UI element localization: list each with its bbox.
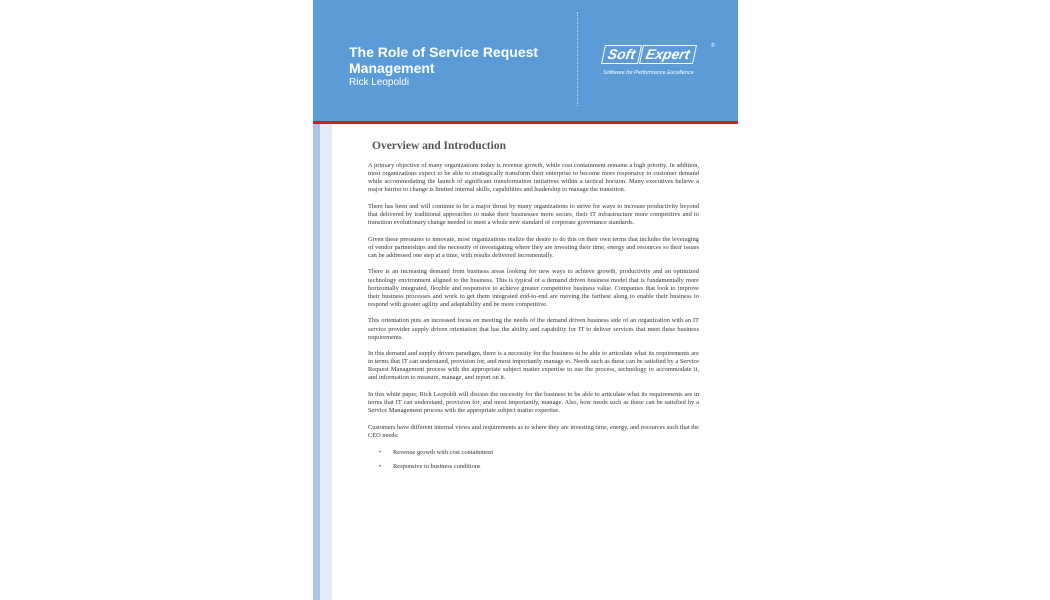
- paragraph: Customers have different internal views and requirements as to where they are investing time, energy, and resources such that the CEO needs:: [368, 423, 699, 439]
- paragraph: Given these pressures to innovate, most organizations realize the desire to do this on their own terms that includes the leveraging of vendor partnerships and the necessity of investigating where they are investing their time, energy and resources so their issues can be addressed one step at a time, with results delivered incrementally.: [368, 235, 699, 259]
- paragraph: This orientation puts an increased focus on meeting the needs of the demand driven business side of an organization with an IT service provider supply driven orientation that has the ability and capability for IT to deliver services that meet these business requirements.: [368, 317, 699, 341]
- section-title: Overview and Introduction: [372, 140, 506, 152]
- document-header: [313, 0, 738, 121]
- softexpert-logo: [603, 45, 715, 79]
- page-margin-band: [320, 124, 332, 600]
- document-title: The Role of Service Request Management: [349, 44, 539, 76]
- logo-word-expert: Expert: [639, 45, 697, 64]
- logo-tagline: Software for Performance Excellence: [603, 70, 694, 76]
- logo-word-soft: Soft: [601, 45, 642, 64]
- paragraph: In this demand and supply driven paradigm, there is a necessity for the business to be able to articulate what its requirements are in terms that IT can understand, provision for, and most importantly manage to. Needs such as these can be satisfied by a Service Request Management process with the appropriate subject matter expertise to use the process, technology to accommodate it, and information to measure, manage, and report on it.: [368, 350, 699, 382]
- header-accent-rule: [313, 121, 738, 124]
- bullet-item: • Revenue growth with cost containment: [368, 449, 699, 457]
- logo-trademark: ®: [711, 43, 715, 49]
- document-body: [368, 140, 699, 477]
- document-author: Rick Leopoldi: [349, 77, 410, 88]
- bullet-list: [368, 449, 699, 471]
- header-divider: [577, 12, 578, 106]
- bullet-item: • Responsive to business conditions: [368, 463, 699, 471]
- document-page: [313, 0, 738, 600]
- paragraph: There has been and will continue to be a major thrust by many organizations to strive for ways to increase productivity beyond that delivered by traditional approaches to make their businesses more secure, their IT infrastructure more competitive and to transition evolutionary change needed to meet a whole new standard of corporate governance standards.: [368, 202, 699, 227]
- paragraph: In this white paper, Rick Leopoldi will discuss the necessity for the business to be able to articulate what its requirements are in terms that IT can understand, provision for, and most importantly, manage. Also, how needs such as these can be satisfied by a Service Management process with the appropriate subject matter expertise.: [368, 391, 699, 415]
- paragraph: There is an increasing demand from business areas looking for new ways to achieve growth, productivity and an optimized technology environment aligned to the business. This is typical of a demand driven business model that is fundamentally more horizontally integrated, flexible and responsive to achieve greater competitive business value. Companies that look to improve their business processes and work to get them integrated end-to-end are moving the farthest along to enable their business to respond with greater agility and adaptability and be more competitive.: [368, 268, 699, 308]
- paragraph: A primary objective of many organizations today is revenue growth, while cost containment remains a high priority. In addition, most organizations expect to be able to strategically transform their enterprise to become more responsive to customer demand while accommodating the launch of significant transformation initiatives within a tactical horizon. Many executives believe a major barrier to change is limited internal skills, capabilities and leadership to manage the transition.: [368, 162, 699, 194]
